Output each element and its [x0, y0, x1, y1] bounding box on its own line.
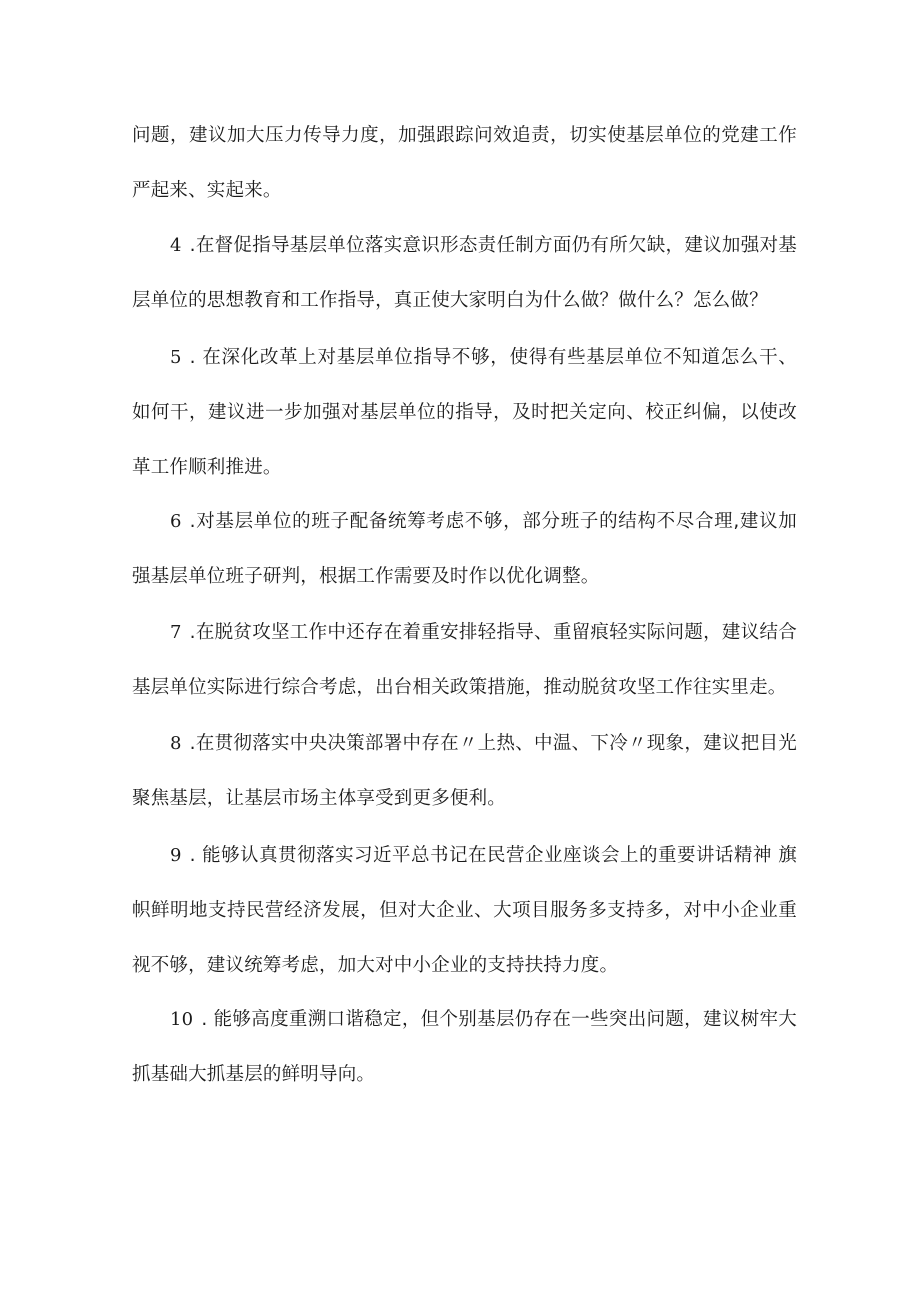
item-number: 4 — [170, 235, 182, 256]
paragraph-item-10 — [132, 992, 797, 1102]
item-number: 5 — [170, 347, 182, 368]
item-number: 7 — [170, 622, 182, 643]
paragraph-item-7 — [132, 605, 797, 715]
paragraph-item-6 — [132, 494, 797, 604]
paragraph-text: .在督促指导基层单位落实意识形态责任制方面仍有所欠缺，建议加强对基层单位的思想教育和工作指导，真正使大家明白为什么做？做什么？怎么做？ — [132, 235, 797, 311]
item-number: 6 — [170, 511, 182, 532]
item-number: 9 — [170, 845, 182, 866]
paragraph-text: .在贯彻落实中央决策部署中存在〃上热、中温、下冷〃现象，建议把目光聚焦基层，让基层市场主体享受到更多便利。 — [132, 733, 797, 809]
paragraph-continuation — [132, 108, 797, 218]
paragraph-text: 问题，建议加大压力传导力度，加强跟踪问效追责，切实使基层单位的党建工作严起来、实起来。 — [132, 125, 797, 201]
paragraph-text: .对基层单位的班子配备统筹考虑不够，部分班子的结构不尽合理,建议加强基层单位班子研判，根据工作需要及时作以优化调整。 — [132, 511, 797, 587]
item-number: 10 — [170, 1009, 194, 1030]
paragraph-text: . 能够高度重溯口谐稳定，但个别基层仍存在一些突出问题，建议树牢大抓基础大抓基层的鲜明导向。 — [132, 1009, 797, 1085]
paragraph-text: .在脱贫攻坚工作中还存在着重安排轻指导、重留痕轻实际问题，建议结合基层单位实际进行综合考虑，出台相关政策措施，推动脱贫攻坚工作往实里走。 — [132, 622, 797, 698]
paragraph-text: . 能够认真贯彻落实习近平总书记在民营企业座谈会上的重要讲话精神 旗帜鲜明地支持民营经济发展，但对大企业、大项目服务多支持多，对中小企业重视不够，建议统筹考虑，加大对中小企业的支持扶持力度。 — [132, 845, 797, 976]
paragraph-text: . 在深化改革上对基层单位指导不够，使得有些基层单位不知道怎么干、如何干，建议进一步加强对基层单位的指导，及时把关定向、校正纠偏，以使改革工作顺利推进。 — [132, 347, 797, 478]
paragraph-item-5 — [132, 330, 797, 495]
paragraph-item-9 — [132, 828, 797, 993]
item-number: 8 — [170, 733, 182, 754]
paragraph-item-4 — [132, 218, 797, 328]
paragraph-item-8 — [132, 716, 797, 826]
